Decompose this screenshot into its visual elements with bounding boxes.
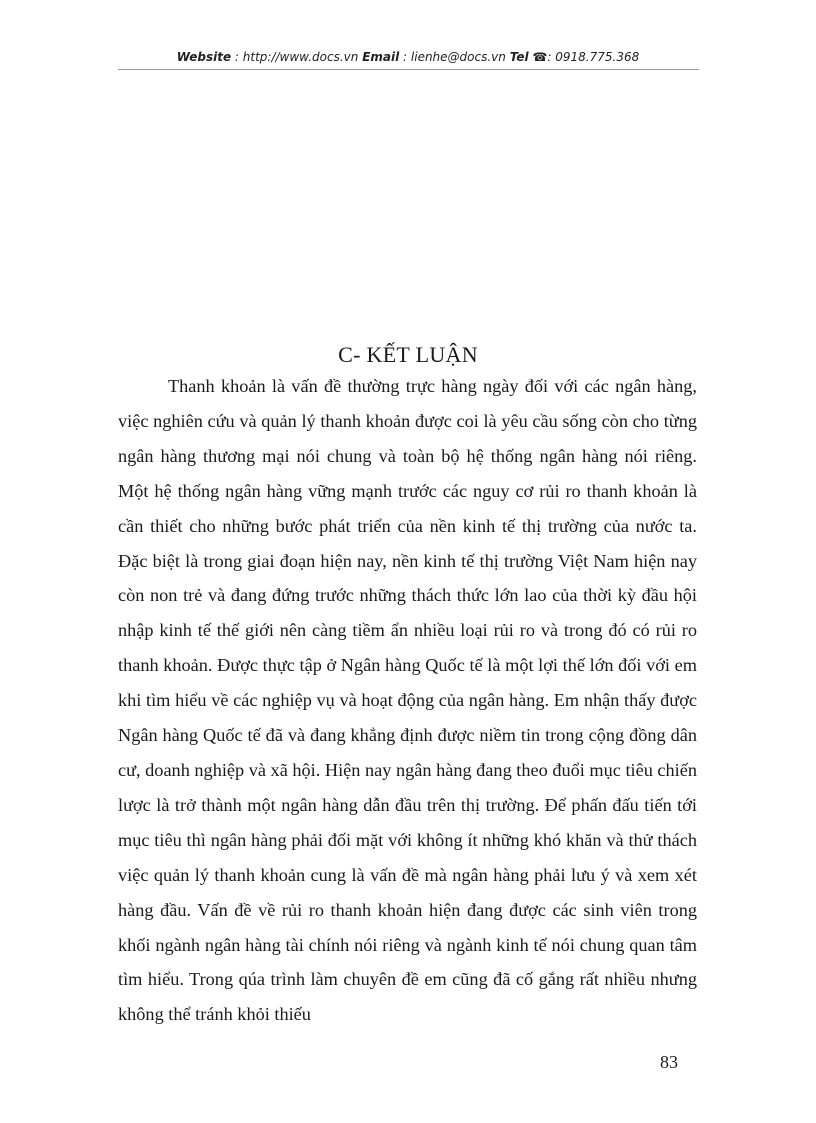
page-number: 83 — [660, 1052, 678, 1072]
section-title: C- KẾT LUẬN — [338, 342, 478, 367]
website-value: : http://www.docs.vn — [234, 50, 359, 64]
email-value: : lienhe@docs.vn — [403, 50, 506, 64]
header-divider — [118, 69, 699, 70]
body-paragraph: Thanh khoản là vấn đề thường trực hàng ngày đối với các ngân hàng, việc nghiên cứu và quản lý thanh khoản được coi là yêu cầu sống còn cho từng ngân hàng thương mại nói chung và toàn bộ hệ thống ngân hàng nói riêng. Một hệ thống ngân hàng vững mạnh trước các nguy cơ rủi ro thanh khoản là cần thiết cho những bước phát triển của nền kinh tế thị trường của nước ta. Đặc biệt là trong giai đoạn hiện nay, nền kinh tế thị trường Việt Nam hiện nay còn non trẻ và đang đứng trước những thách thức lớn lao của thời kỳ đầu hội nhập kinh tế thế giới nên càng tiềm ẩn nhiều loại rủi ro và trong đó có rủi ro thanh khoản. Được thực tập ở Ngân hàng Quốc tế là một lợi thế lớn đối với em khi tìm hiểu về các nghiệp vụ và hoạt động của ngân hàng. Em nhận thấy được Ngân hàng Quốc tế đã và đang khẳng định được niềm tin trong cộng đồng dân cư, doanh nghiệp và xã hội. Hiện nay ngân hàng đang theo đuổi mục tiêu chiến lược là trở thành một ngân hàng dẫn đầu trên thị trường. Để phấn đấu tiến tới mục tiêu thì ngân hàng phải đối mặt với không ít những khó khăn và thử thách việc quản lý thanh khoản cung là vấn đề mà ngân hàng phải lưu ý và xem xét hàng đầu. Vấn đề về rủi ro thanh khoản hiện đang được các sinh viên trong khối ngành ngân hàng tài chính nói riêng và ngành kinh tế nói chung quan tâm tìm hiểu. Trong qúa trình làm chuyên đề em cũng đã cố gắng rất nhiều nhưng không thể tránh khỏi thiếu — [118, 376, 698, 1025]
website-label: Website — [176, 50, 232, 64]
phone-icon: ☎ — [532, 50, 548, 64]
email-label: Email — [362, 50, 400, 64]
page-header — [118, 50, 698, 64]
tel-label: Tel — [509, 50, 529, 64]
tel-value: : 0918.775.368 — [547, 50, 640, 64]
